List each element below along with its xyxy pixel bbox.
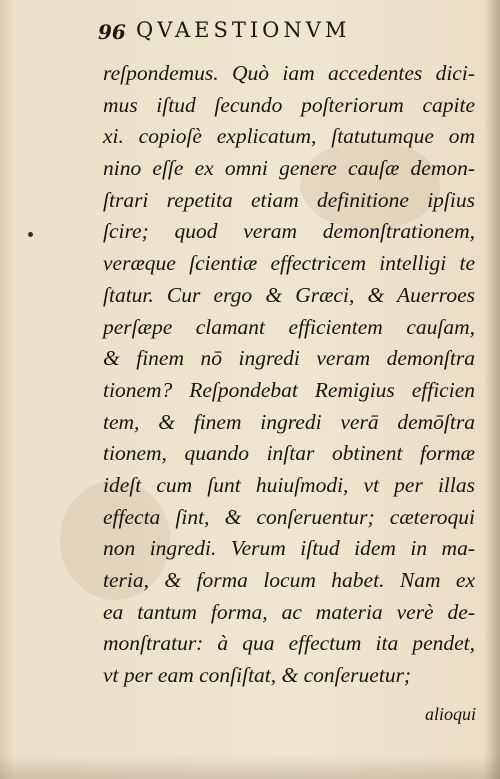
- text-line: monſtratur: à qua effectum ita pendet,: [103, 631, 475, 656]
- text-line: ſcire; quod veram demonſtrationem,: [103, 219, 475, 244]
- text-line: ſtatur. Cur ergo & Græci, & Auerroes: [103, 282, 475, 307]
- binding-gutter-shadow: [484, 0, 500, 779]
- text-line: mus iſtud ſecundo poſteriorum capite: [103, 92, 475, 117]
- page-edge-shadow: [0, 755, 500, 779]
- text-line: vt per eam conſiſtat, & conſeruetur;: [103, 663, 412, 688]
- text-line: veræque ſcientiæ effectricem intelligi te: [103, 251, 475, 276]
- text-line: tem, & finem ingredi verā demōſtra: [103, 409, 475, 434]
- text-line: reſpondemus. Quò iam accedentes dici-: [103, 61, 475, 85]
- text-line: ſtrari repetita etiam definitione ipſius: [103, 187, 475, 212]
- body-text: [103, 58, 475, 692]
- text-line: xi. copioſè explicatum, ſtatutumque om: [103, 124, 475, 149]
- text-line: & finem nō ingredi veram demonſtra: [103, 346, 475, 371]
- text-line: perſæpe clamant efficientem cauſam,: [103, 314, 475, 339]
- running-head: QVAESTIONVM: [136, 18, 351, 42]
- text-line: tionem, quando inſtar obtinent formæ: [103, 441, 475, 466]
- page-header: [98, 18, 478, 48]
- text-line: tionem? Reſpondebat Remigius efficien: [103, 377, 475, 402]
- text-line: teria, & forma locum habet. Nam ex: [103, 568, 475, 592]
- text-line: non ingredi. Verum iſtud idem in ma-: [103, 536, 475, 561]
- text-line: ideſt cum ſunt huiuſmodi, vt per illas: [103, 472, 475, 497]
- text-line: nino eſſe ex omni genere cauſæ demon-: [103, 156, 475, 181]
- catchword: alioqui: [425, 704, 477, 724]
- ink-spot: [28, 232, 33, 237]
- text-line: effecta ſint, & conſeruentur; cæteroqui: [103, 504, 475, 529]
- page-number: 96: [98, 20, 126, 44]
- text-line: ea tantum forma, ac materia verè de-: [103, 599, 475, 624]
